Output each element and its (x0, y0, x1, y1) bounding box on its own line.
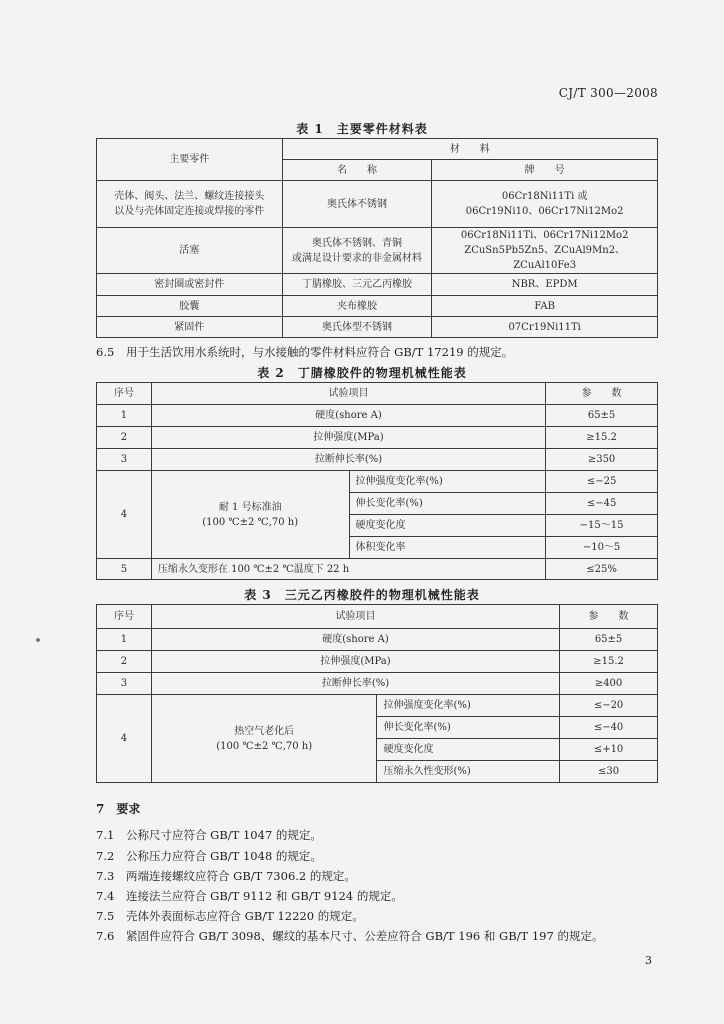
table3-sub-item: 伸长变化率(%) (377, 717, 560, 739)
table1-materials (96, 138, 658, 338)
table-row (97, 181, 658, 228)
table1-part: 活塞 (179, 245, 200, 256)
table-row (97, 405, 658, 427)
table-row (97, 228, 658, 274)
clause-7-3 (96, 868, 356, 884)
table2-head-param: 参 数 (546, 383, 658, 405)
table2-item: 拉伸强度(MPa) (151, 427, 545, 449)
table2-sub-item: 体积变化率 (349, 537, 546, 559)
table3-no: 1 (97, 629, 152, 651)
table1-grade: 06Cr19Ni10、06Cr17Ni12Mo2 (465, 206, 624, 217)
table2-param: ≤−25 (546, 471, 658, 493)
table1-head-name: 名 称 (282, 160, 432, 181)
table2-param: −10～5 (546, 537, 658, 559)
table3-param: 65±5 (560, 629, 658, 651)
table2-param: ≥15.2 (546, 427, 658, 449)
table3-no: 4 (97, 695, 152, 783)
table1-name: 奥氏体型不锈钢 (282, 317, 432, 338)
table-row (97, 629, 658, 651)
table2-sub-item: 硬度变化度 (349, 515, 546, 537)
table2-param: 65±5 (546, 405, 658, 427)
table3-no: 2 (97, 651, 152, 673)
table1-head-material: 材 料 (282, 139, 657, 160)
table3-param: ≤−40 (560, 717, 658, 739)
table1-name: 夹布橡胶 (282, 296, 432, 317)
table2-param: −15～15 (546, 515, 658, 537)
table1-head-part: 主要零件 (97, 139, 283, 181)
table1-part: 胶囊 (97, 296, 283, 317)
scan-speck (36, 638, 40, 642)
clause-number: 7.1 (96, 828, 115, 842)
table2-head-item: 试验项目 (151, 383, 545, 405)
table1-part: 以及与壳体固定连接或焊接的零件 (114, 206, 265, 217)
table2-no: 5 (97, 559, 152, 580)
table3-epdm-properties (96, 604, 658, 783)
table3-sub-item: 硬度变化度 (377, 739, 560, 761)
clause-7-1 (96, 827, 322, 843)
table3-item: 拉断伸长率(%) (151, 673, 559, 695)
table3-head-no: 序号 (97, 605, 152, 629)
table3-condition: 热空气老化后 (234, 725, 295, 737)
table1-name: 奥氏体不锈钢 (326, 198, 387, 210)
table2-item: 拉断伸长率(%) (151, 449, 545, 471)
table1-grade: FAB (432, 296, 658, 317)
table1-grade: ZCuSn5Pb5Zn5、ZCuAl9Mn2、ZCuAl10Fe3 (464, 245, 626, 271)
table2-sub-item: 伸长变化率(%) (349, 493, 546, 515)
clause-text: 公称压力应符合 GB/T 1048 的规定。 (126, 849, 322, 863)
clause-number: 7.4 (96, 889, 115, 903)
clause-text: 连接法兰应符合 GB/T 9112 和 GB/T 9124 的规定。 (126, 889, 403, 903)
table3-item: 硬度(shore A) (151, 629, 559, 651)
table2-caption: 表 2 丁腈橡胶件的物理机械性能表 (257, 366, 467, 380)
table2-item: 硬度(shore A) (151, 405, 545, 427)
table3-condition: (100 ℃±2 ℃,70 h) (216, 740, 313, 752)
table2-sub-item: 拉伸强度变化率(%) (349, 471, 546, 493)
table-row (97, 471, 658, 493)
clause-7-2 (96, 848, 322, 864)
table3-param: ≥400 (560, 673, 658, 695)
table1-part: 壳体、阀头、法兰、螺纹连接接头 (114, 191, 265, 202)
page-number: 3 (645, 954, 652, 967)
clause-text: 紧固件应符合 GB/T 3098、螺纹的基本尺寸、公差应符合 GB/T 196 和 GB/T 197 的规定。 (126, 929, 604, 943)
table2-no: 4 (97, 471, 152, 559)
table3-head-param: 参 数 (560, 605, 658, 629)
table2-no: 3 (97, 449, 152, 471)
table-row (97, 427, 658, 449)
table-row (97, 673, 658, 695)
table1-head-grade: 牌 号 (432, 160, 658, 181)
table3-param: ≤30 (560, 761, 658, 783)
clause-text: 用于生活饮用水系统时，与水接触的零件材料应符合 GB/T 17219 的规定。 (126, 345, 514, 359)
table2-no: 1 (97, 405, 152, 427)
table2-nbr-properties (96, 382, 658, 580)
table-row (97, 695, 658, 717)
table1-part: 密封圈或密封件 (97, 274, 283, 296)
table2-param: ≤25% (546, 559, 658, 580)
table1-grade: 06Cr18Ni11Ti 或 (501, 191, 588, 202)
table2-condition: (100 ℃±2 ℃,70 h) (202, 516, 299, 528)
table3-param: ≤+10 (560, 739, 658, 761)
table2-no: 2 (97, 427, 152, 449)
standard-code: CJ/T 300—2008 (558, 86, 658, 100)
clause-number: 7.3 (96, 869, 115, 883)
table1-name: 奥氏体不锈钢、青铜 (311, 237, 402, 249)
table1-caption: 表 1 主要零件材料表 (296, 122, 428, 136)
table3-param: ≥15.2 (560, 651, 658, 673)
clause-number: 7.6 (96, 929, 115, 943)
table3-param: ≤−20 (560, 695, 658, 717)
table3-caption: 表 3 三元乙丙橡胶件的物理机械性能表 (244, 588, 480, 602)
table-row (97, 651, 658, 673)
table1-grade: NBR、EPDM (432, 274, 658, 296)
table2-condition: 耐 1 号标准油 (218, 501, 282, 513)
table2-param: ≥350 (546, 449, 658, 471)
table2-item: 压缩永久变形在 100 ℃±2 ℃温度下 22 h (151, 559, 545, 580)
table-row (97, 296, 658, 317)
clause-7-5 (96, 908, 364, 924)
clause-text: 公称尺寸应符合 GB/T 1047 的规定。 (126, 828, 322, 842)
clause-text: 两端连接螺纹应符合 GB/T 7306.2 的规定。 (126, 869, 356, 883)
table3-head-item: 试验项目 (151, 605, 559, 629)
table2-head-no: 序号 (97, 383, 152, 405)
table-row (97, 559, 658, 580)
table3-sub-item: 拉伸强度变化率(%) (377, 695, 560, 717)
table-row (97, 317, 658, 338)
table1-part: 紧固件 (97, 317, 283, 338)
section-7-title: 7 要求 (96, 802, 141, 816)
table3-item: 拉伸强度(MPa) (151, 651, 559, 673)
table-row (97, 274, 658, 296)
clause-6-5 (96, 344, 513, 360)
table3-no: 3 (97, 673, 152, 695)
clause-number: 6.5 (96, 345, 115, 359)
table1-name: 或满足设计要求的非金属材料 (291, 252, 422, 264)
table2-param: ≤−45 (546, 493, 658, 515)
clause-7-4 (96, 888, 403, 904)
table1-grade: 07Cr19Ni11Ti (432, 317, 658, 338)
table-row (97, 449, 658, 471)
clause-text: 壳体外表面标志应符合 GB/T 12220 的规定。 (126, 909, 364, 923)
clause-7-6 (96, 928, 603, 944)
table1-name: 丁腈橡胶、三元乙丙橡胶 (282, 274, 432, 296)
clause-number: 7.5 (96, 909, 115, 923)
table1-grade: 06Cr18Ni11Ti、06Cr17Ni12Mo2 (460, 230, 629, 241)
table3-sub-item: 压缩永久性变形(%) (377, 761, 560, 783)
clause-number: 7.2 (96, 849, 115, 863)
